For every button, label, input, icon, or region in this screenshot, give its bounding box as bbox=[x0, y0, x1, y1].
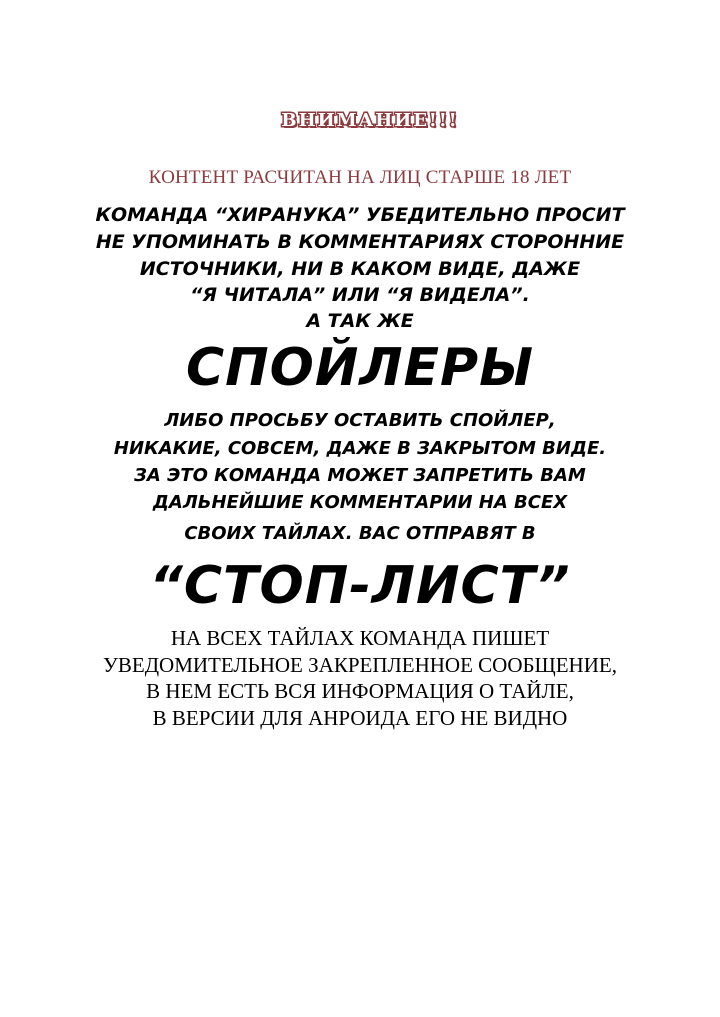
age-warning-text: КОНТЕНТ РАСЧИТАН НА ЛИЦ СТАРШЕ 18 ЛЕТ bbox=[148, 167, 572, 188]
info-line: НА ВСЕХ ТАЙЛАХ КОМАНДА ПИШЕТ bbox=[170, 626, 550, 650]
stoplist-heading: “СТОП-ЛИСТ” bbox=[149, 556, 571, 616]
spoiler-line: ЗА ЭТО КОМАНДА МОЖЕТ ЗАПРЕТИТЬ ВАМ bbox=[134, 465, 586, 486]
info-line: В ВЕРСИИ ДЛЯ АНРОИДА ЕГО НЕ ВИДНО bbox=[152, 706, 568, 730]
spoiler-line: НИКАКИЕ, СОВСЕМ, ДАЖЕ В ЗАКРЫТОМ ВИДЕ. bbox=[113, 438, 607, 459]
spoiler-line: ДАЛЬНЕЙШИЕ КОММЕНТАРИИ НА ВСЕХ bbox=[152, 492, 568, 513]
request-line: А ТАК ЖЕ bbox=[306, 310, 414, 332]
spoiler-line: СВОИХ ТАЙЛАХ. ВАС ОТПРАВЯТ В bbox=[184, 523, 536, 544]
request-line: КОМАНДА “ХИРАНУКА” УБЕДИТЕЛЬНО ПРОСИТ bbox=[95, 204, 625, 226]
info-line: В НЕМ ЕСТЬ ВСЯ ИНФОРМАЦИЯ О ТАЙЛЕ, bbox=[146, 679, 574, 703]
request-line: “Я ЧИТАЛА” ИЛИ “Я ВИДЕЛА”. bbox=[190, 284, 530, 306]
warning-title: ВНИМАНИЕ!!! bbox=[281, 110, 459, 131]
request-line: НЕ УПОМИНАТЬ В КОММЕНТАРИЯХ СТОРОННИЕ bbox=[95, 231, 625, 253]
spoilers-heading: СПОЙЛЕРЫ bbox=[185, 338, 535, 398]
info-line: УВЕДОМИТЕЛЬНОЕ ЗАКРЕПЛЕННОЕ СООБЩЕНИЕ, bbox=[103, 653, 617, 677]
request-line: ИСТОЧНИКИ, НИ В КАКОМ ВИДЕ, ДАЖЕ bbox=[139, 258, 581, 280]
spoiler-line: ЛИБО ПРОСЬБУ ОСТАВИТЬ СПОЙЛЕР, bbox=[164, 410, 556, 431]
